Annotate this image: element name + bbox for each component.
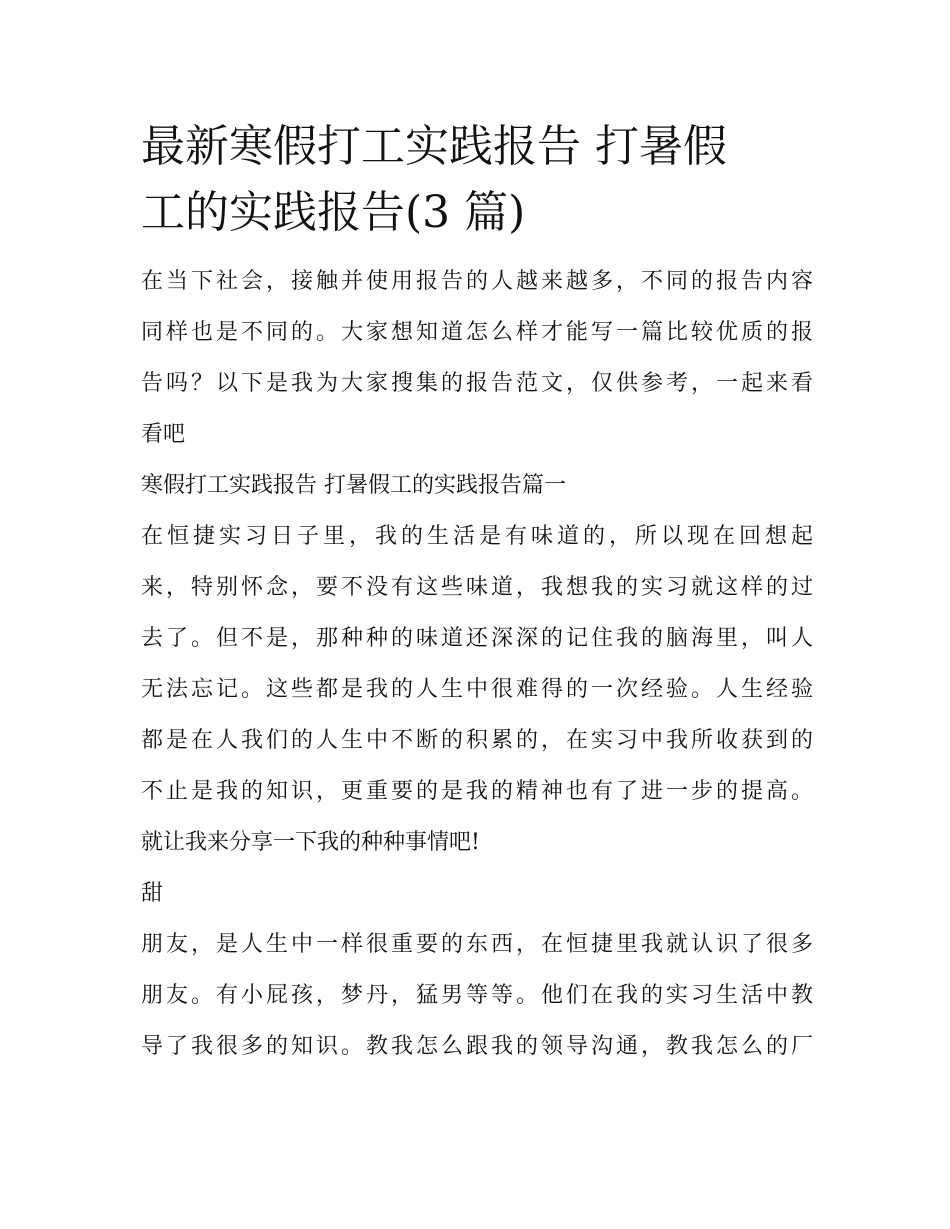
paragraph-line: 无法忘记。这些都是我的人生中很难得的一次经验。人生经验 (141, 677, 813, 702)
document-body (141, 256, 813, 1072)
title-line: 最新寒假打工实践报告 打暑假 (141, 121, 727, 172)
paragraph-line: 导了我很多的知识。教我怎么跟我的领导沟通，教我怎么的厂 (141, 1034, 813, 1059)
intro-line: 在当下社会，接触并使用报告的人越来越多，不同的报告内容 (141, 269, 813, 294)
section-heading: 寒假打工实践报告 打暑假工的实践报告篇一 (141, 473, 566, 498)
document-title (141, 114, 813, 246)
paragraph-line: 去了。但不是，那种种的味道还深深的记住我的脑海里，叫人 (141, 626, 813, 651)
intro-line: 同样也是不同的。大家想知道怎么样才能写一篇比较优质的报 (141, 320, 813, 345)
paragraph-line: 来，特别怀念，要不没有这些味道，我想我的实习就这样的过 (141, 575, 813, 600)
paragraph-line: 朋友。有小屁孩，梦丹，猛男等等。他们在我的实习生活中教 (141, 983, 813, 1008)
document-content (141, 114, 813, 1072)
paragraph-line: 在恒捷实习日子里，我的生活是有味道的，所以现在回想起 (141, 524, 813, 549)
paragraph-line: 不止是我的知识，更重要的是我的精神也有了进一步的提高。 (141, 779, 813, 804)
paragraph-line: 就让我来分享一下我的种种事情吧! (141, 830, 480, 855)
subheading-sweet: 甜 (141, 881, 164, 906)
paragraph-line: 朋友，是人生中一样很重要的东西，在恒捷里我就认识了很多 (141, 932, 813, 957)
intro-line: 看吧 (141, 422, 186, 447)
paragraph-one (141, 511, 813, 868)
paragraph-two (141, 919, 813, 1072)
intro-line: 告吗？以下是我为大家搜集的报告范文，仅供参考，一起来看 (141, 371, 813, 396)
title-line: 工的实践报告(3 篇) (141, 187, 526, 238)
paragraph-line: 都是在人我们的人生中不断的积累的，在实习中我所收获到的 (141, 728, 813, 753)
intro-paragraph (141, 256, 813, 460)
